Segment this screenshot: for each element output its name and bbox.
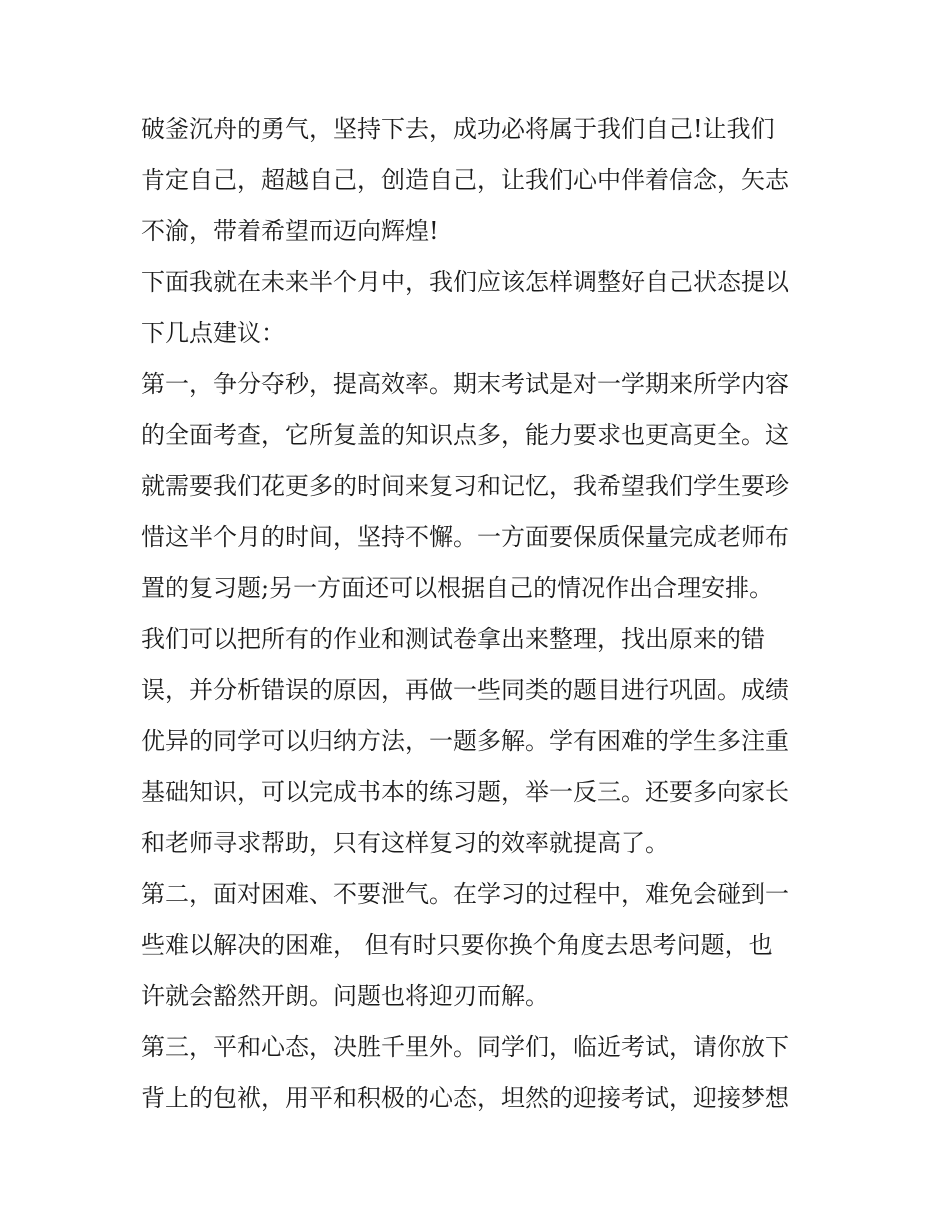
text-line: 和老师寻求帮助，只有这样复习的效率就提高了。 [141,829,669,857]
text-line: 优异的同学可以归纳方法，一题多解。学有困难的学生多注重 [141,727,789,755]
text-line: 惜这半个月的时间，坚持不懈。一方面要保质保量完成老师布 [141,523,789,551]
text-line: 第三，平和心态，决胜千里外。同学们，临近考试，请你放下 [141,1033,789,1061]
text-line: 些难以解决的困难， 但有时只要你换个角度去思考问题，也 [141,931,773,959]
document-body [141,104,813,1124]
text-line: 许就会豁然开朗。问题也将迎刃而解。 [141,982,549,1010]
text-line: 破釜沉舟的勇气，坚持下去，成功必将属于我们自己!让我们 [141,115,775,143]
text-line: 置的复习题;另一方面还可以根据自己的情况作出合理安排。 [141,574,774,602]
text-line: 肯定自己，超越自己，创造自己，让我们心中伴着信念，矢志 [141,166,789,194]
text-line: 不渝，带着希望而迈向辉煌! [141,217,439,245]
text-line: 第一，争分夺秒，提高效率。期末考试是对一学期来所学内容 [141,370,789,398]
text-line: 我们可以把所有的作业和测试卷拿出来整理，找出原来的错 [141,625,765,653]
text-line: 下面我就在未来半个月中，我们应该怎样调整好自己状态提以 [141,268,789,296]
text-line: 误，并分析错误的原因，再做一些同类的题目进行巩固。成绩 [141,676,789,704]
text-line: 下几点建议： [141,319,285,347]
text-line: 就需要我们花更多的时间来复习和记忆，我希望我们学生要珍 [141,472,789,500]
text-line: 第二，面对困难、不要泄气。在学习的过程中，难免会碰到一 [141,880,789,908]
text-line: 的全面考查，它所复盖的知识点多，能力要求也更高更全。这 [141,421,789,449]
text-line: 背上的包袱，用平和积极的心态，坦然的迎接考试，迎接梦想 [141,1084,789,1112]
text-line: 基础知识，可以完成书本的练习题，举一反三。还要多向家长 [141,778,789,806]
